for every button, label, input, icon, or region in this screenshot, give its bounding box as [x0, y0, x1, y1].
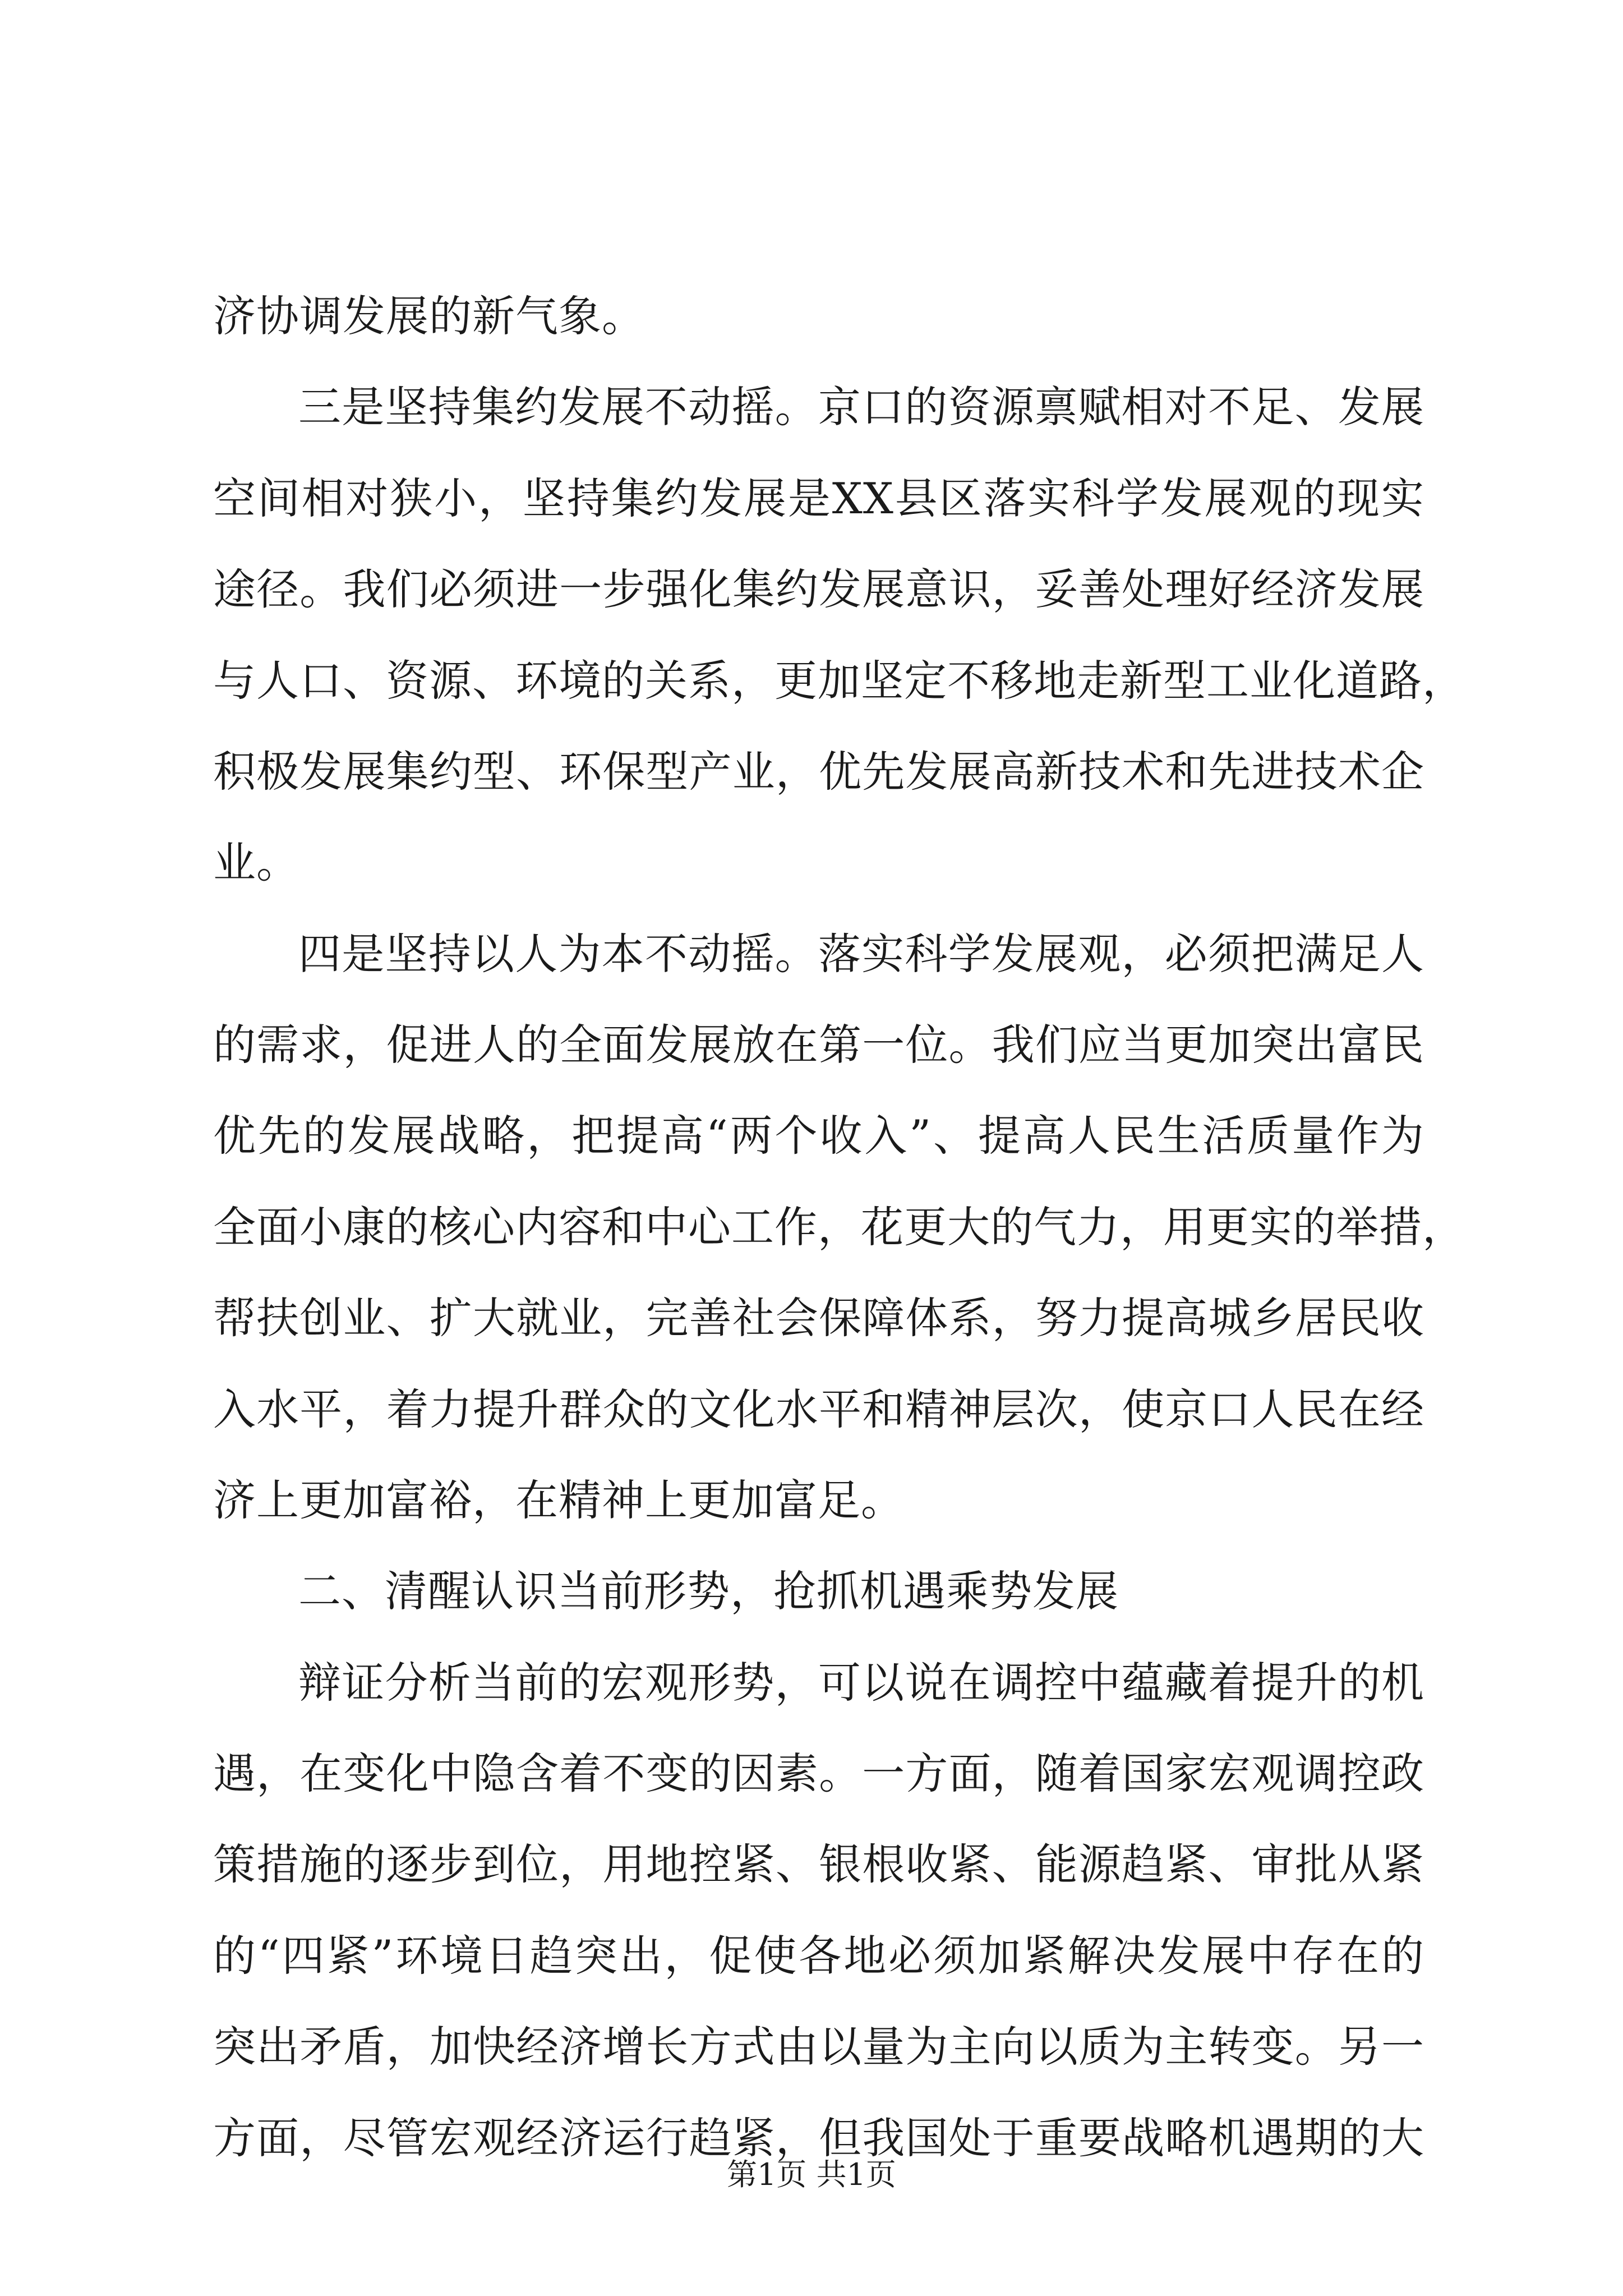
page-number-footer: 第1页 共1页	[727, 2157, 896, 2192]
paragraph-line: 业。	[213, 838, 299, 887]
paragraph-line: 优先的发展战略，把提高“两个收入”、提高人民生活质量作为	[213, 1111, 1424, 1161]
paragraph-line: 全面小康的核心内容和中心工作，花更大的气力，用更实的举措，	[213, 1202, 1465, 1252]
paragraph-line: 帮扶创业、扩大就业，完善社会保障体系，努力提高城乡居民收	[213, 1293, 1424, 1343]
paragraph-line: 途径。我们必须进一步强化集约发展意识，妥善处理好经济发展	[213, 564, 1424, 614]
paragraph-line: 积极发展集约型、环保型产业，优先发展高新技术和先进技术企	[213, 747, 1424, 797]
paragraph-line: 方面，尽管宏观经济运行趋紧，但我国处于重要战略机遇期的大	[213, 2113, 1424, 2163]
paragraph-line: 突出矛盾，加快经济增长方式由以量为主向以质为主转变。另一	[213, 2022, 1424, 2072]
paragraph-line: 空间相对狭小，坚持集约发展是XX县区落实科学发展观的现实	[213, 473, 1424, 523]
paragraph-line: 济上更加富裕，在精神上更加富足。	[213, 1475, 904, 1525]
paragraph-line: 遇，在变化中隐含着不变的因素。一方面，随着国家宏观调控政	[213, 1749, 1424, 1798]
paragraph-line: 与人口、资源、环境的关系，更加坚定不移地走新型工业化道路，	[213, 656, 1465, 706]
section-heading: 二、清醒认识当前形势，抢抓机遇乘势发展	[298, 1566, 1119, 1616]
paragraph-line: 的需求，促进人的全面发展放在第一位。我们应当更加突出富民	[213, 1020, 1424, 1070]
paragraph-line: 入水平，着力提升群众的文化水平和精神层次，使京口人民在经	[213, 1384, 1424, 1434]
paragraph-line: 辩证分析当前的宏观形势，可以说在调控中蕴藏着提升的机	[298, 1658, 1424, 1708]
paragraph-line: 三是坚持集约发展不动摇。京口的资源禀赋相对不足、发展	[298, 382, 1424, 432]
paragraph-line: 策措施的逐步到位，用地控紧、银根收紧、能源趋紧、审批从紧	[213, 1839, 1424, 1889]
paragraph-line: 的“四紧”环境日趋突出，促使各地必须加紧解决发展中存在的	[213, 1931, 1424, 1981]
paragraph-line: 四是坚持以人为本不动摇。落实科学发展观，必须把满足人	[298, 929, 1424, 979]
paragraph-line: 济协调发展的新气象。	[213, 291, 645, 341]
